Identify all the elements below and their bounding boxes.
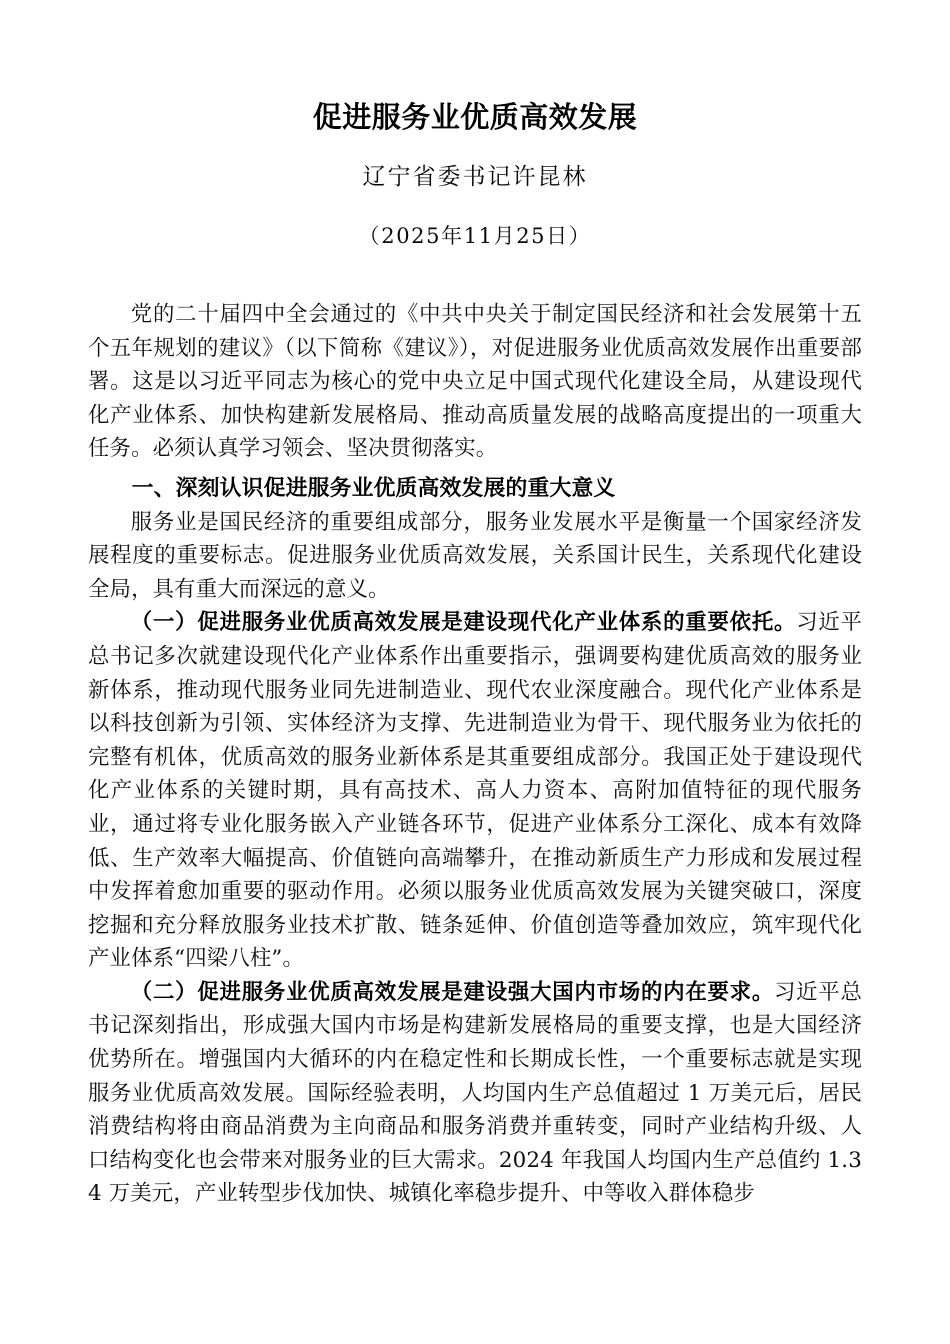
subsection-two-body: 习近平总书记深刻指出，形成强大国内市场是构建新发展格局的重要支撑，也是大国经济优势所在。增强国内大循环的内在稳定性和长期成长性，一个重要标志就是实现服务业优质高效发展。国际经验表明，人均国内生产总值超过 1 万美元后，居民消费结构将由商品消费为主向商品和服务消费并重转变，同时产业结构升级、人口结构变化也会带来对服务业的巨大需求。2024 年我国人均国内生产总值约 1.34 万美元，产业转型步伐加快、城镇化率稳步提升、中等收入群体稳步 [88,979,862,1207]
page-title: 促进服务业优质高效发展 [312,100,638,134]
subsection-two-lead-in: （二）促进服务业优质高效发展是建设强大国内市场的内在要求。 [130,979,775,1005]
subsection-one-lead-in: （一）促进服务业优质高效发展是建设现代化产业体系的重要依托。 [130,610,797,636]
document-body [0,298,950,1211]
document-date: （2025年11月25日） [358,224,592,248]
title-block [0,0,950,252]
section-heading-one: 一、深刻认识促进服务业优质高效发展的重大意义 [131,475,616,501]
intro-paragraph: 党的二十届四中全会通过的《中共中央关于制定国民经济和社会发展第十五个五年规划的建议》（以下简称《建议》），对促进服务业优质高效发展作出重要部署。这是以习近平同志为核心的党中央立足中国式现代化建设全局，从建设现代化产业体系、加快构建新发展格局、推动高质量发展的战略高度提出的一项重大任务。必须认真学习领会、坚决贯彻落实。 [88,302,862,462]
subsection-paragraph-one [88,606,862,976]
subsection-one-body: 习近平总书记多次就建设现代化产业体系作出重要指示，强调要构建优质高效的服务业新体系，推动现代服务业同先进制造业、现代农业深度融合。现代化产业体系是以科技创新为引领、实体经济为支撑、先进制造业为骨干、现代服务业为依托的完整有机体，优质高效的服务业新体系是其重要组成部分。我国正处于建设现代化产业体系的关键时期，具有高技术、高人力资本、高附加值特征的现代服务业，通过将专业化服务嵌入产业链各环节，促进产业体系分工深化、成本有效降低、生产效率大幅提高、价值链向高端攀升，在推动新质生产力形成和发展过程中发挥着愈加重要的驱动作用。必须以服务业优质高效发展为关键突破口，深度挖掘和充分释放服务业技术扩散、链条延伸、价值创造等叠加效应，筑牢现代化产业体系“四梁八柱”。 [88,610,862,972]
document-author: 辽宁省委书记许昆林 [362,164,588,190]
section-one-intro-paragraph: 服务业是国民经济的重要组成部分，服务业发展水平是衡量一个国家经济发展程度的重要标志。促进服务业优质高效发展，关系国计民生，关系现代化建设全局，具有重大而深远的意义。 [88,509,862,602]
subsection-paragraph-two [88,976,862,1211]
